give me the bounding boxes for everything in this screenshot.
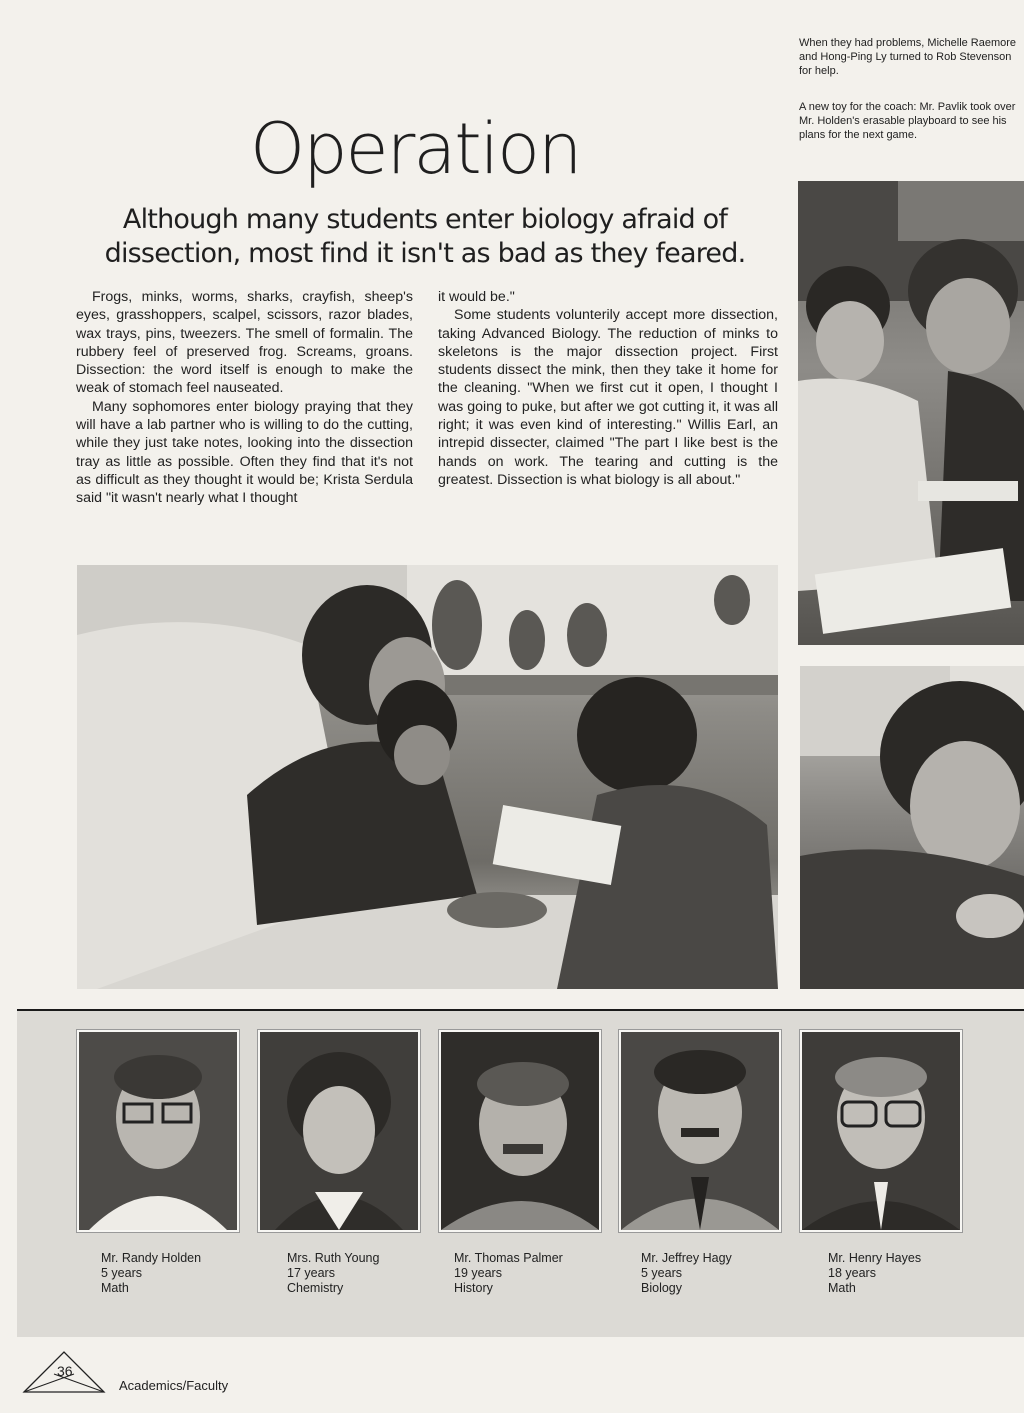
- faculty-name: Mr. Henry Hayes: [828, 1251, 922, 1265]
- faculty-portrait-young: [258, 1030, 420, 1232]
- faculty-portrait-palmer: [439, 1030, 601, 1232]
- faculty-years: 5 years: [641, 1266, 682, 1280]
- faculty-years: 19 years: [454, 1266, 502, 1280]
- faculty-caption-4: [641, 1251, 732, 1296]
- faculty-name: Mr. Jeffrey Hagy: [641, 1251, 732, 1265]
- dissection-lab-photo: [77, 565, 778, 989]
- page-number: 36: [57, 1363, 73, 1379]
- faculty-subject: Math: [828, 1281, 856, 1295]
- faculty-subject: Math: [101, 1281, 129, 1295]
- faculty-caption-1: [101, 1251, 201, 1296]
- article-paragraph: Some students volunterily accept more dissection, taking Advanced Biology. The reduction of minks to skeletons is the major dissection project. First students dissect the mink, then they take it home for the cleaning. "When we first cut it open, I thought I was going to puke, but after we got cutting it, it was all right; it was even kind of interesting.'' Willis Earl, an intrepid dissecter, claimed "The part I like best is the hands on work. The tearing and cutting is the greatest. Dissection is what biology is all about.": [438, 307, 778, 488]
- faculty-name: Mr. Thomas Palmer: [454, 1251, 563, 1265]
- faculty-portrait-holden: [77, 1030, 239, 1232]
- faculty-name: Mrs. Ruth Young: [287, 1251, 380, 1265]
- coach-playboard-photo: [798, 181, 1024, 645]
- faculty-portrait-hagy: [619, 1030, 781, 1232]
- caption-help: When they had problems, Michelle Raemore and Hong-Ping Ly turned to Rob Stevenson for help.: [799, 37, 1017, 77]
- faculty-years: 5 years: [101, 1266, 142, 1280]
- faculty-caption-5: [828, 1251, 921, 1296]
- faculty-subject: History: [454, 1281, 493, 1295]
- article-paragraph: Frogs, minks, worms, sharks, crayfish, sheep's eyes, grasshoppers, scalpel, scissors, razor blades, wax trays, pins, tweezers. The smell of formalin. The rubbery feel of preserved frog. Screams, groans. Dissection: the word itself is enough to make the weak of stomach feel nauseated.: [76, 289, 413, 397]
- faculty-portrait-hayes: [800, 1030, 962, 1232]
- article-column-left: [76, 288, 413, 508]
- faculty-caption-2: [287, 1251, 379, 1296]
- caption-coach: A new toy for the coach: Mr. Pavlik took over Mr. Holden's erasable playboard to see his plans for the next game.: [799, 101, 1016, 141]
- article-column-right: [438, 288, 778, 489]
- article-paragraph: it would be.": [438, 289, 515, 305]
- article-paragraph: Many sophomores enter biology praying that they will have a lab partner who is willing to do the cutting, while they just take notes, looking into the dissection tray as little as possible. Often they find that it's not as difficult as they thought it would be; Krista Serdula said "it wasn't nearly what I thought: [76, 398, 413, 507]
- page-subtitle: Although many students enter biology afraid of dissection, most find it isn't as bad as they feared.: [104, 204, 746, 269]
- faculty-name: Mr. Randy Holden: [101, 1251, 202, 1265]
- faculty-subject: Chemistry: [287, 1281, 344, 1295]
- faculty-caption-3: [454, 1251, 563, 1296]
- student-photo: [800, 666, 1024, 989]
- faculty-subject: Biology: [641, 1281, 682, 1295]
- page-title: Operation: [250, 108, 581, 190]
- faculty-years: 18 years: [828, 1266, 876, 1280]
- section-label: Academics/Faculty: [119, 1378, 229, 1393]
- faculty-years: 17 years: [287, 1266, 335, 1280]
